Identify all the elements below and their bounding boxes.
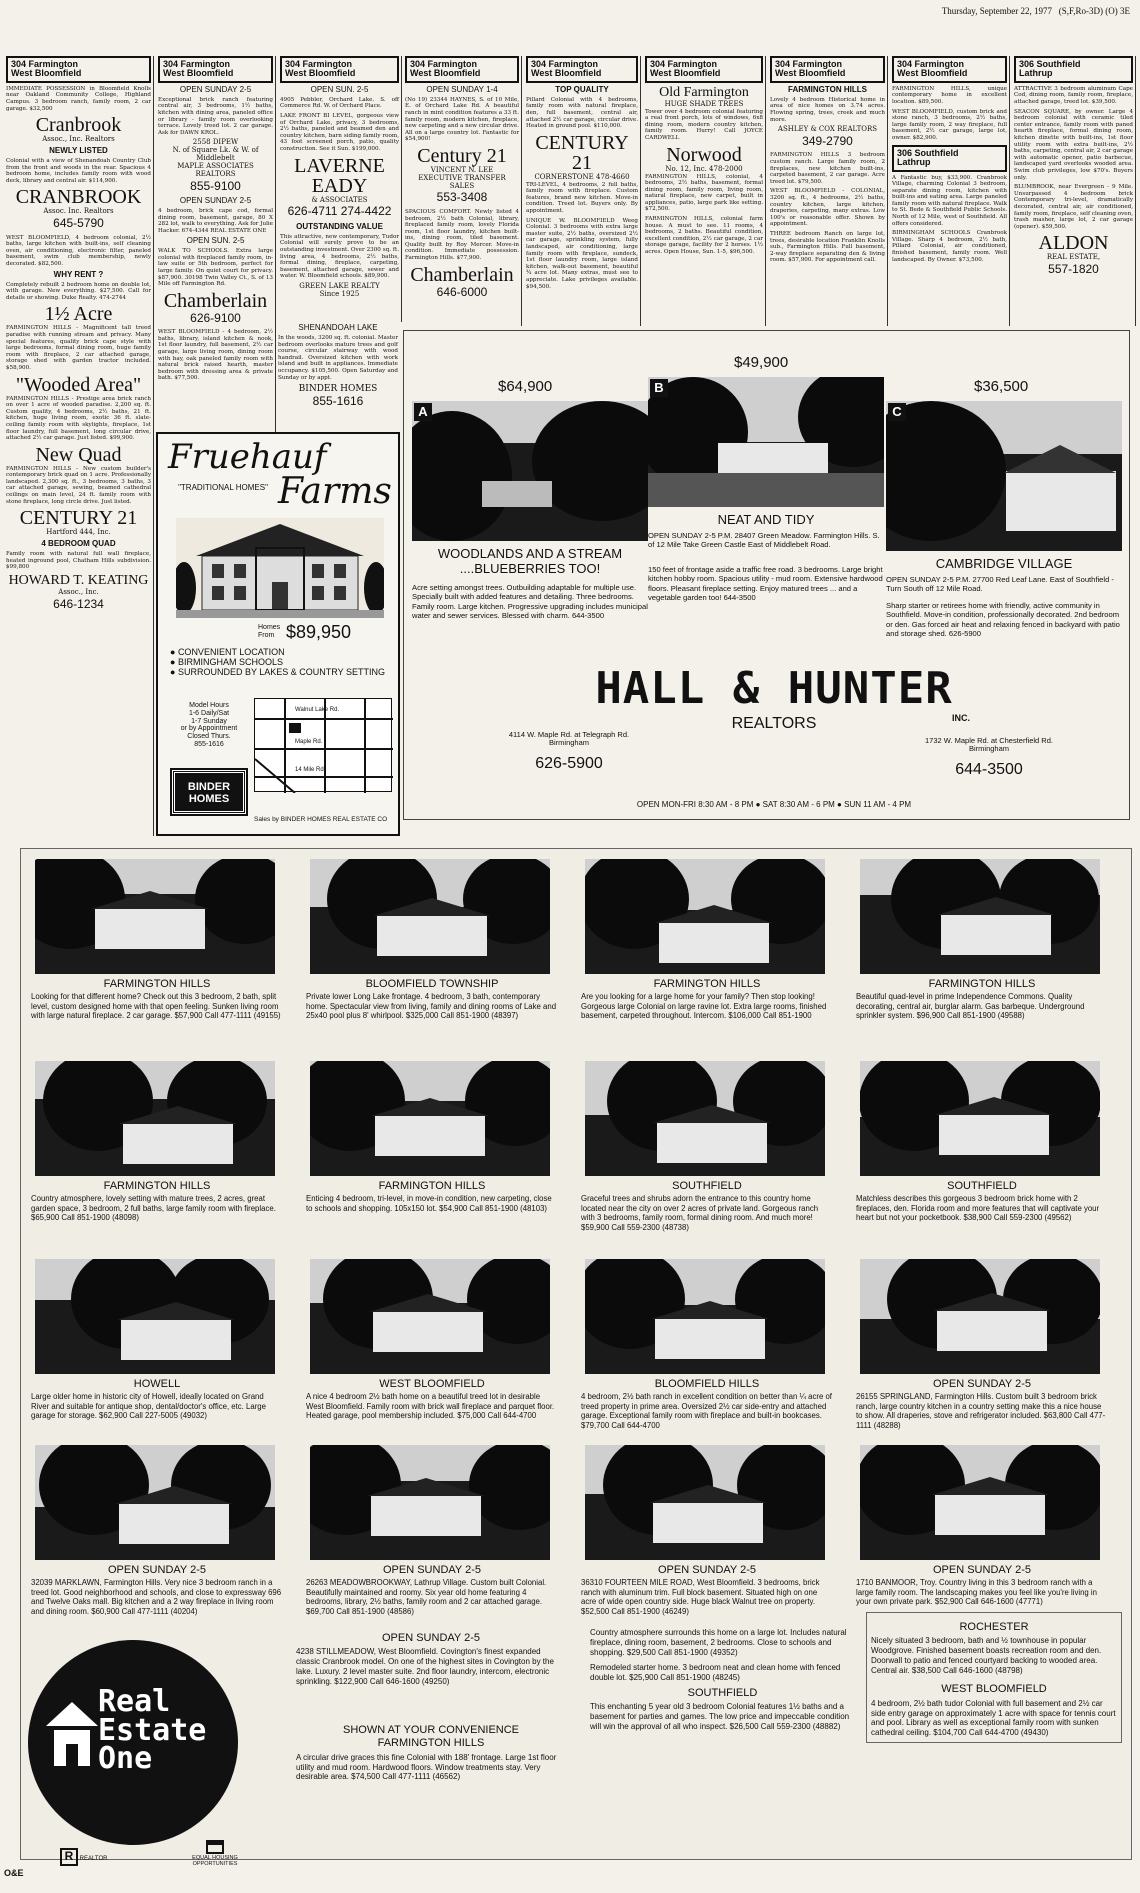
listing-text: Tower over 4 bedroom colonial featuring a real front porch, lots of windows, 6x8 dining room, modern country kitchen, family room. Hurry! Call JOYCE CARDWELL (645, 108, 763, 142)
column-heading: 304 Farmington West Bloomfield (405, 56, 519, 83)
listing-title: WEST BLOOMFIELD (379, 1378, 485, 1390)
listing-photo (35, 859, 275, 974)
listing-photo (35, 1061, 275, 1176)
listing-title-b: NEAT AND TIDY (717, 512, 815, 527)
fruehauf-tagline: "TRADITIONAL HOMES" (178, 483, 268, 492)
listing-photo (310, 859, 550, 974)
broker-name: Cranbrook (35, 114, 122, 137)
open-house-heading: OPEN SUNDAY 2-5 (179, 195, 252, 205)
feature-item: ● BIRMINGHAM SCHOOLS (170, 656, 283, 667)
listing-card (579, 1445, 835, 1616)
classified-column (156, 56, 276, 432)
broker-name: 1½ Acre (44, 303, 113, 326)
broker-subline: Assoc., Inc. Realtors (42, 135, 115, 144)
listing-text: WALK TO SCHOOLS. Extra large colonial with fireplaced family room, in-law suite or 5th bedroom, perfect for large family. On quiet court for privacy. $87,900. 30198 Twin Valley Ct., S. of 13 Mile off Farmington Rd. (158, 248, 273, 288)
listing-desc-a: Acre setting amongst trees. Outbuilding adaptable for multiple use. Specially built with added features and detailing. Three bedrooms. Family room. Large kitchen. Progressive upgrading includes municipal water and sewer services. Blessed with charm. 644-3500 (412, 583, 648, 621)
listing-title: SOUTHFIELD (672, 1180, 742, 1192)
broker-phone: 626-9100 (190, 310, 241, 325)
listing-desc: This enchanting 5 year old 3 bedroom Colonial features 1½ baths and a basement for parties and games. The low price and impeccable condition will win the approval of all who inspect. $26,500 Call 559-2300 (48882) (590, 1702, 850, 1731)
listing-desc: Matchless describes this gorgeous 3 bedroom brick home with 2 fireplaces, den. Florida room and more features that will captivate your heart but not your pocketbook. $38,900 Call 559-2300 (49562) (856, 1194, 1100, 1223)
equal-housing-icon (206, 1840, 224, 1854)
listing-desc: Beautiful quad-level in prime Independence Commons. Quality decorating, central air, burglar alarm. Gas barbeque. Underground sprinkler system. $96,900 Call 851-1900 (49588) (856, 992, 1085, 1021)
feature-item: ● CONVENIENT LOCATION (170, 647, 285, 657)
broker-name: HOWARD T. KEATING (8, 572, 149, 588)
listing-title: FARMINGTON HILLS (103, 978, 211, 990)
broker-name: Old Farmington (659, 84, 749, 100)
hall-hunter-inc: INC. (952, 713, 970, 723)
listing-text: Exceptional brick ranch featuring central air, 3 bedrooms, 1½ baths, kitchen with dining area, paneled office or library - family room overlooking terrace. Lovely treed lot. 2 car garage. Ask for DAWN KROL. (158, 96, 273, 136)
listing-desc: 4 bedroom, 2½ bath ranch in excellent condition on better than ¼ acre of treed property in prime area. Oversized 2½ car side-entry and attached garage. Exceptional family room with fireplace and built-in bookcases. $79,700 Call 644-4700 (581, 1392, 832, 1430)
broker-name: Century 21 (417, 144, 507, 167)
listing-text: This attractive, new contemporary, Tudor Colonial will surely prove to be an outstanding investment. Over 2300 sq. ft. living area, 4 bedrooms, 2½ baths, formal dining, fireplace, carpeting, basement, attached garage, sewer and water. W. Bloomfield schools. $89,900. (280, 233, 399, 280)
listing-title: BLOOMFIELD TOWNSHIP (365, 978, 499, 990)
listing-desc: Are you looking for a large home for your family? Then stop looking! Gorgeous large Colonial on large ravine lot. Extra large rooms, finished basement, carpeted throughout. Intercom. $106,000 Call 851-1900 (581, 992, 827, 1021)
office-address-2: 1732 W. Maple Rd. at Chesterfield Rd. Birmingham (925, 736, 1053, 754)
listing-headline: WHY RENT ? (53, 269, 104, 279)
listing-desc: Enticing 4 bedroom, tri-level, in move-in condition, new carpeting, close to schools and shopping. 105x150 lot. $54,900 Call 851-1900 (48103) (306, 1194, 552, 1213)
listing-desc: Country atmosphere surrounds this home on a large lot. Includes natural fireplace, dining room, basement, 2 bedrooms. Close to schools and shopping. $29,500 Call 851-1900 (49352) (590, 1628, 847, 1657)
office-hours: OPEN MON-FRI 8:30 AM - 8 PM ● SAT 8:30 AM - 6 PM ● SUN 11 AM - 4 PM (636, 800, 912, 809)
open-house-heading: OPEN SUN. 2-5 (310, 84, 369, 94)
realtor-mark (60, 1848, 107, 1866)
listing-text: BIRMINGHAM SCHOOLS Cranbrook Village. Sharp 4 bedroom, 2½ bath, Pillard Colonial, air conditioned, finished basement, family room. Well landscaped. By Owner. $73,500. (892, 230, 1007, 263)
listing-photo (585, 1061, 825, 1176)
listing-headline: FARMINGTON HILLS (788, 84, 867, 94)
listing-desc: 4 bedroom, 2½ bath tudor Colonial with full basement and 2½ car side entry garage on approximately 1 acre with space for tennis court and pool. Library as well as exceptional family room with sunken cathedral ceiling. $104,700 Call 644-4700 (49430) (871, 1698, 1116, 1738)
fruehauf-logo: Fruehauf (168, 437, 327, 477)
listing-photo (35, 1259, 275, 1374)
listing-title-c: CAMBRIDGE VILLAGE (935, 556, 1073, 571)
classified-column (643, 56, 766, 326)
listing-title: WEST BLOOMFIELD (941, 1683, 1047, 1696)
open-house-heading: OPEN SUNDAY 2-5 (179, 84, 252, 94)
reo-word: Real (98, 1684, 171, 1719)
office-phone-2: 644-3500 (955, 761, 1023, 778)
shown-at-convenience (296, 1720, 566, 1782)
listing-desc: 1710 BANMOOR, Troy. Country living in this 3 bedroom ranch with a large family room. The landscaping makes you feel like you're living in your own private park. $52,900 Call 646-1600 (47771) (856, 1578, 1097, 1607)
listing-title: OPEN SUNDAY 2-5 (381, 1632, 480, 1644)
listing-desc-b: 150 feet of frontage aside a traffic free road. 3 bedrooms. Large bright kitchen hobby room. Spacious utility - mud room. Extensive hardwood floors. Pleasant fireplace setting. Enjoy matured trees ... and a vegetable garden too! 644-3500 (648, 565, 883, 603)
listing-desc: 36310 FOURTEEN MILE ROAD, West Bloomfield. 3 bedrooms, brick ranch with aluminum trim. Full block basement. Situated high on one acre of wide open country side. Huge black Walnut tree on property. $52,500 Call 851-1900 (46249) (581, 1578, 820, 1616)
fruehauf-farms-ad (156, 432, 400, 836)
listing-desc: Looking for that different home? Check out this 3 bedroom, 2 bath, split level, custom designed home with that open feeling. Sunken living room with large natural fireplace. 2 car garage. $57,900 Call 477-1111 (49155) (31, 992, 281, 1021)
listing-photo (310, 1259, 550, 1374)
listing-title: FARMINGTON HILLS (653, 978, 761, 990)
listing-letter-b: B (650, 379, 668, 397)
broker-name: Norwood (666, 143, 742, 166)
listing-text: Family room with natural full wall fireplace, heated inground pool, Chatham Hills subdivision. $99,800 (6, 551, 151, 571)
listing-desc: Large older home in historic city of Howell, ideally located on Grand River and suitable for antique shop, dental/doctor's office, etc. Large garage for storage. $62,900 Call 227-5005 (49032) (31, 1392, 266, 1421)
listing-text: FARMINGTON HILLS - New custom builder's contemporary brick quad on 1 acre. Professionally landscaped. 2,300 sq. ft., 3 bedrooms, 3 baths, 3 car attached garage, sewing, beamed cathedral ceilings on main level, 24 ft. family room with stone fireplace, long circle drive. Just listed. (6, 465, 151, 505)
listing-photo (860, 859, 1100, 974)
listing-text: A Fantastic buy, $33,900. Cranbrook Village, charming Colonial 3 bedroom, separate dining room, kitchen with built-ins and eating area. Large paneled family room with natural fireplace. Walk to St. Bede & Southfield Public Schools. North of 12 Mile, west of Southfield. All offers considered. (892, 174, 1007, 227)
listing-title: SHOWN AT YOUR CONVENIENCE FARMINGTON HILLS (342, 1724, 520, 1750)
column-heading: 304 Farmington West Bloomfield (280, 56, 399, 83)
listing-card (304, 859, 560, 1021)
listing-text: FARMINGTON HILLS - Magnificent tall treed paradise with running stream and privacy. Many special features, quality brick cape style with large bedrooms, formal dining room, huge family room with fireplace, 2 car attached garage, storage shed with garden tractor included. $58,900. (6, 325, 151, 371)
price: $89,950 (286, 622, 352, 642)
listing-photo (35, 1445, 275, 1560)
listing-text: 4905 Pebbler, Orchard Lake. S. off Commerce Rd. W. of Orchard Place. (280, 96, 399, 110)
broker-name: LAVERNE EADY (294, 154, 385, 197)
column-heading: 304 Farmington West Bloomfield (645, 56, 763, 83)
broker-subline: ASHLEY & COX REALTORS (777, 125, 878, 134)
broker-name: CRANBROOK (15, 186, 142, 209)
listing-text: Colonial with a view of Shenandoah Country Club from the front and woods in the rear. Spacious 4 bedroom home, includes family room with wood deck, library and central air. $114,900. (6, 158, 151, 184)
listing-title: OPEN SUNDAY 2-5 (932, 1564, 1031, 1576)
listing-title: SOUTHFIELD (687, 1686, 758, 1699)
column-heading: 304 Farmington West Bloomfield (158, 56, 273, 83)
listing-letter-c: C (888, 403, 906, 421)
sales-by: Sales by BINDER HOMES REAL ESTATE CO (254, 816, 388, 823)
date-text: Thursday, September 22, 1977 (941, 6, 1052, 16)
feature-list (170, 648, 390, 678)
listing-card (579, 1061, 835, 1232)
footer-mark: O&E (4, 1868, 24, 1878)
broker-name: CENTURY 21 (535, 131, 629, 174)
listing-desc: 4238 STILLMEADOW, West Bloomfield. Covington's finest expanded classic Cranbrook model. On one of the highest sites in Covington by the lake. Luxury. 2 level master suite. 2nd floor laundry, intercom, electronic sprinkling. $122,900 Call 646-1600 (49250) (296, 1647, 554, 1686)
listing-photo (310, 1445, 550, 1560)
equal-housing-text: EQUAL HOUSING OPPORTUNITIES (192, 1855, 238, 1868)
listing-desc: Remodeled starter home. 3 bedroom neat and clean home with fenced double lot. $25,900 Call 851-1900 (48245) (590, 1663, 841, 1682)
listing-card (29, 1061, 285, 1223)
listing-subline-c: OPEN SUNDAY 2-5 P.M. 27700 Red Leaf Lane. East of Southfield - Turn South off 12 Mile Road. (886, 575, 1114, 594)
listing-title: SOUTHFIELD (947, 1180, 1017, 1192)
shenandoah-title: SHENANDOAH LAKE (298, 323, 378, 332)
issue-date (942, 6, 1130, 16)
listing-text: FARMINGTON HILLS, unique contemporary home in excellent location. $89,500. (892, 85, 1007, 106)
shenandoah-lake-ad (278, 322, 398, 413)
classified-column (4, 56, 154, 836)
classified-column (1012, 56, 1136, 326)
listing-price-b: $49,900 (734, 354, 789, 371)
classified-column (768, 56, 888, 326)
column-heading: 306 Southfield Lathrup (892, 145, 1007, 172)
listing-title: FARMINGTON HILLS (103, 1180, 211, 1192)
listing-headline: NEWLY LISTED (49, 146, 108, 156)
road-label: Walnut Lake Rd. (295, 707, 340, 713)
listing-photo-a (412, 401, 648, 541)
column-heading: 306 Southfield Lathrup (1014, 56, 1133, 83)
farms-logo: Farms (278, 471, 392, 512)
broker-subline: & ASSOCIATES (311, 195, 368, 204)
listing-text: FARMINGTON HILLS, colonial farm house. A must to see. 11 rooms, 4 bedrooms, 2 baths. Beautiful condition, excellent condition, 2½ car garage, 2 car storage garage, facility for 2 horses. 1½ acres. Open House, Sun. 1-5, $96,500. (645, 216, 763, 256)
broker-subline: Hartford 444, Inc. (46, 528, 111, 537)
broker-subline: REAL ESTATE, (1046, 253, 1101, 262)
colonial-house-illustration (176, 518, 384, 618)
listing-photo (585, 1445, 825, 1560)
price-label: Homes From (258, 624, 281, 639)
listing-photo-c (886, 401, 1122, 551)
listing-photo (860, 1445, 1100, 1560)
broker-phone: 349-2790 (802, 134, 853, 149)
road-label: 14 Mile Rd. (295, 767, 326, 773)
broker-subline: CORNERSTONE 478-4660 (534, 172, 630, 181)
listing-text: SPACIOUS COMFORT. Newly listed 4 bedroom, 2½ bath Colonial, library, fireplaced family room, lovely Florida room, 1st floor laundry, kitchen built-ins, dining room, tiled basement. Quality built by Roy Mercer. Move-in condition. Immediate possession. Farmington Hills. $77,900. (405, 208, 519, 262)
broker-subline: Assoc. Inc. Realtors (43, 207, 114, 216)
edition-code: (S,F,Ro-3D) (O) 3E (1058, 6, 1130, 16)
broker-name: ALDON (1038, 232, 1109, 255)
broker-name: New Quad (35, 443, 122, 466)
listing-text: (No 19) 23344 HAYNES, S. of 10 Mile, E. of Orchard Lake Rd. A beautiful ranch in mint condition features a 33 ft. family room, modern kitchen, fireplace, new carpeting and a new circular drive. All on a large country lot. Fantastic for $54,900! (405, 96, 519, 143)
listing-card (29, 1259, 285, 1421)
model-hours: Model Hours 1-6 Daily/Sat 1-7 Sunday or by Appointment Closed Thurs. 855-1616 (180, 702, 238, 749)
listing-text: UNIQUE W. BLOOMFIELD Weeg Colonial. 3 bedrooms with extra large master suite, 2½ baths, oversized 2½ car garage, sprinkling system, fully landscaped, air conditioning, large family room with fireplace, sundeck, 1st floor laundry room, large island kitchen, walk-out basement, beautiful ¾ acre lot. Many extras, must see to appreciate. Lake privileges available. $94,500. (526, 217, 638, 290)
listing-text: FARMINGTON HILLS - Prestige area brick ranch on over 1 acre of wooded paradise. 2,200 sq. ft. Custom quality, 4 bedrooms, 2½ baths, 21 ft. kitchen, huge living room, exotic 36 ft. slate-ceiling family room with skylights, fireplace, 1st floor laundry, full basement, long circular drive, attached 2½ car garage. Just listed. $99,900. (6, 395, 151, 442)
listing-title: OPEN SUNDAY 2-5 (657, 1564, 756, 1576)
listing-photo (860, 1259, 1100, 1374)
broker-name: Chamberlain (410, 263, 514, 286)
listing-title: FARMINGTON HILLS (378, 1180, 486, 1192)
listing-desc: 26263 MEADOWBROOKWAY, Lathrup Village. Custom built Colonial. Beautifully maintained and roomy. Six year old home featuring 4 bedrooms, library, 2½ baths, family room and 2 car attached garage. $69,700 Call 851-1900 (48586) (306, 1578, 547, 1616)
broker-phone: 646-6000 (436, 284, 488, 299)
listing-text: IMMEDIATE POSSESSION in Bloomfield Knolls near Oakland Community College, Highland Campus. 3 bedroom ranch, family room, 2 car garage. $32,500 (6, 85, 151, 112)
listing-card (29, 859, 285, 1021)
listing-desc: A nice 4 bedroom 2½ bath home on a beautiful treed lot in desirable West Bloomfield. Family room with brick wall fireplace and parquet floor. Heated garage, pool membership included. $75,000 Call 644-4700 (306, 1392, 555, 1421)
broker-subline: No. 12, Inc. 478-2000 (665, 164, 743, 173)
listing-desc: Graceful trees and shrubs adorn the entrance to this country home located near the city on over 2 acres of private land. Gorgeous ranch with 3 bedrooms, family room, formal dining room. And much more! $59,900 Call 559-2300 (48738) (581, 1194, 819, 1232)
broker-phone: 557-1820 (1048, 262, 1099, 277)
broker-name: Chamberlain (163, 289, 268, 312)
listing-title: FARMINGTON HILLS (928, 978, 1036, 990)
broker-subline: 2558 DIPEW N. of Square Lk. & W. of Middlebelt MAPLE ASSOCIATES REALTORS (172, 138, 259, 178)
shenandoah-text: In the woods, 3200 sq. ft. colonial. Master bedroom overlooks mature trees and golf course, circular stairway with wood handrail. Oversized kitchen with work island and built in appliances. Immediate occupancy. $105,500. Open Saturday and Sunday or by appt. (278, 334, 398, 381)
classified-column (403, 56, 522, 326)
realtor-text: REALTOR (79, 1856, 108, 1862)
listing-desc: 32039 MARKLAWN, Farmington Hills. Very nice 3 bedroom ranch in a treed lot. Good neighborhood and schools, and close to expressway 696 and Twelve Oaks mall. Big kitchen and a 2 way fireplace in living room and dining room. $60,900 Call 477-1111 (40204) (31, 1578, 282, 1616)
listing-text: WEST BLOOMFIELD - 4 bedroom, 2½ baths, library, island kitchen & nook, 1st floor laundry, full basement, 2½ car garage, large living room, dining room with bay, oak paneled family room with natural brick raised hearth, master bedroom with dressing area & private bath. $77,500. (158, 329, 273, 382)
column-heading: 304 Farmington West Bloomfield (526, 56, 638, 83)
listing-price-a: $64,900 (498, 378, 553, 395)
listing-text: LAKE FRONT BI LEVEL, gorgeous view of Orchard Lake, privacy, 3 bedrooms, 2½ baths, paneled and beamed den and country kitchen, barn siding family room, 43 foot screened porch, patio, quality construction. See it Sun. $199,000. (280, 113, 399, 152)
binder-homes-badge: BINDER HOMES (172, 770, 246, 814)
location-map (254, 698, 392, 792)
listing-desc: Country atmosphere, lovely setting with mature trees, 2 acres, great garden space, 3 bedroom, 2 full baths, large family room with fireplace. $65,900 Call 851-1900 (48098) (31, 1194, 276, 1223)
listing-card (304, 1061, 560, 1213)
listing-title-a: WOODLANDS AND A STREAM ....BLUEBERRIES TOO! (437, 546, 623, 576)
listing-title: OPEN SUNDAY 2-5 (107, 1564, 206, 1576)
office-address-1: 4114 W. Maple Rd. at Telegraph Rd. Birmingham (508, 730, 630, 748)
broker-subline: GREEN LAKE REALTY Since 1925 (299, 281, 380, 298)
listing-card (29, 1445, 285, 1616)
realtor-r-icon: R (60, 1848, 78, 1866)
listing-card (854, 859, 1110, 1021)
column-heading: 304 Farmington West Bloomfield (770, 56, 885, 83)
broker-phone: 646-1234 (53, 596, 104, 611)
listing-text: WEST BLOOMFIELD, 4 bedroom colonial, 2½ baths, large kitchen with built-ins, self cleaning oven, air conditioning, electronic filter, paneled basement, swim club membership, newly decorated. $82,500. (6, 234, 151, 268)
broker-phone: 645-5790 (53, 216, 104, 231)
listing-text: FARMINGTON HILLS, colonial, 4 bedrooms, 2½ baths, basement, formal dining room, family room, living room, natural fireplace, new carpet, built in appliances, patio, large park like setting. $72,500. (645, 173, 763, 213)
listing-card (304, 1259, 560, 1421)
listing-text: ATTRACTIVE 3 bedroom aluminum Cape Cod, dining room, family room, fireplace, attached garage, treed lot. $39,500. (1014, 85, 1133, 106)
listing-card (579, 859, 835, 1021)
reo-wordmark (98, 1684, 207, 1776)
shenandoah-agent: BINDER HOMES (298, 384, 378, 395)
listing-text: BLUMBROOK, near Evergreen - 9 Mile. Unsurpassed 4 bedroom brick Contemporary tri-level, dramatically decorated, central air, air conditioned, family room, fireplace, self cleaning oven, trash masher, large lot, 2 car garage (opener). $59,500. (1014, 184, 1133, 230)
listing-headline: TOP QUALITY (555, 84, 609, 94)
listing-title: OPEN SUNDAY 2-5 (382, 1564, 481, 1576)
listing-text: THREE bedroom Ranch on large lot, trees, desirable location Franklin Knolls sub., Farmington Hills. Full basement, 2-way fireplace separating den & living room. $57,900. For appointment call. (770, 231, 885, 264)
listing-text: WEST BLOOMFIELD, custom brick and stone ranch, 3 bedrooms, 2½ baths, large family room, 2 way fireplace, full basement, 2½ car garage, large lot, owner. $82,900. (892, 108, 1007, 142)
listing-photo-b (648, 377, 884, 507)
broker-phone: 626-4711 274-4422 (287, 204, 392, 219)
real-estate-one-logo (28, 1640, 238, 1845)
listing-title: BLOOMFIELD HILLS (654, 1378, 760, 1390)
shenandoah-phone: 855-1616 (312, 394, 364, 409)
listing-desc: Private lower Long Lake frontage. 4 bedroom, 3 bath, contemporary home. Spectacular view from living, family and dining rooms of Lake and 25x40 pool plus 8' whirlpool. $325,000 Call 851-1900 (48397) (306, 992, 557, 1021)
listing-title: HOWELL (133, 1378, 181, 1390)
hall-hunter-ad (403, 330, 1130, 820)
listing-letter-a: A (414, 403, 432, 421)
column-heading: 304 Farmington West Bloomfield (892, 56, 1007, 83)
classified-column (278, 56, 402, 322)
listing-text: WEST BLOOMFIELD - COLONIAL, 3200 sq. ft., 4 bedrooms, 2½ baths, country kitchen, large kitchen, draperies, carpeting, many extras. Low 100's or reasonable offer. Shown by appointment. (770, 188, 885, 228)
open-house-heading: OPEN SUN. 2-5 (186, 236, 245, 246)
hall-hunter-realtors: REALTORS (731, 715, 817, 732)
listing-card (579, 1259, 835, 1430)
listing-photo (585, 1259, 825, 1374)
hall-hunter-logo: HALL & HUNTER (595, 663, 953, 714)
listing-card (854, 1445, 1110, 1607)
listing-text: FARMINGTON HILLS 3 bedroom custom ranch. Large family room, 2 fireplaces, new kitchen built-ins, carpeted basement, 2 car garage. Acre treed lot. $79,500. (770, 152, 885, 185)
listing-photo (585, 859, 825, 974)
broker-phone: 553-3408 (436, 190, 488, 205)
listing-title: OPEN SUNDAY 2-5 (932, 1378, 1031, 1390)
rochester-westbloom-box (866, 1612, 1122, 1743)
listing-card (304, 1445, 560, 1616)
equal-housing-mark (180, 1840, 250, 1867)
broker-phone: 855-9100 (190, 178, 241, 193)
listing-card (854, 1259, 1110, 1430)
broker-subline: VINCENT N. LEE EXECUTIVE TRANSFER SALES (418, 165, 506, 190)
reo-word: Estate (98, 1712, 207, 1748)
listing-text: Lovely 4 bedroom Historical home in area of nice homes on 3.74 acres. Flowing spring, trees, creek and much more. (770, 96, 885, 123)
classified-column (890, 56, 1010, 326)
listing-desc: A circular drive graces this fine Colonial with 188' frontage. Large 1st floor utility and mud room. Hardwood floors. Window treatments stay. Very desirable area. $74,500 Call 477-1111 (46562) (296, 1752, 557, 1782)
listing-text: Pillard Colonial with 4 bedrooms, family room with natural fireplace, den, full basement, central air, attached 2½ car garage, circular drive. Heated in ground pool. $110,000. (526, 96, 638, 130)
listing-text: SEACON SQUARE, by owner. Large 4 bedroom colonial with ceramic tiled center entrance, family room with paned hearth fireplace, formal dining room, kitchen dinette with built-ins, 1st floor utility room with extra built-ins, 2½ baths, carpeting, central air, 2 car garage with automatic opener, patio barbecue, landscaped yard overlooks wooded area. Swim club privileges, low $70's. Buyers only. (1014, 108, 1133, 181)
listing-desc-c: Sharp starter or retirees home with friendly, active community in Southfield. Move-in condition, professionally decorated. 2nd bedroom or den. Gas forced air heat and relaxing fenced in backyard with patio and storage shed. 626-5900 (886, 601, 1120, 639)
listing-subline-b: OPEN SUNDAY 2-5 P.M. 28407 Green Meadow. Farmington Hills. S. of 12 Mile Take Green Castle East of Middlebelt Road. (648, 531, 880, 550)
listing-price-c: $36,500 (974, 378, 1029, 395)
listing-desc: 26155 SPRINGLAND, Farmington Hills. Custom built 3 bedroom brick ranch, large country kitchen in a country setting make this a nice house to show. All draperies, stove and refrigerator included. $63,800 Call 477-1111 (48288) (856, 1392, 1106, 1430)
listing-desc: Nicely situated 3 bedroom, bath and ½ townhouse in popular Woodgrove. Finished basement boasts recreation room and den. Doorwall to patio and fenced courtyard backing to wooded area. Central air. $38,500 Call 646-1600 (48798) (871, 1636, 1102, 1675)
broker-name: "Wooded Area" (15, 373, 142, 396)
house-icon (44, 1700, 100, 1770)
column-heading: 304 Farmington West Bloomfield (6, 56, 151, 83)
listing-card (854, 1061, 1110, 1223)
broker-name: CENTURY 21 (19, 507, 138, 530)
road-label: Maple Rd. (295, 739, 323, 745)
classified-column (524, 56, 641, 326)
listing-text: TRI-LEVEL, 4 bedrooms, 2 full baths, family room with fireplace. Custom features, brand new kitchen. Move-in condition. Treed lot. Buyers only. By appointment. (526, 181, 638, 214)
listing-photo (310, 1061, 550, 1176)
listing-headline: OUTSTANDING VALUE (296, 221, 383, 231)
feature-item: ● SURROUNDED BY LAKES & COUNTRY SETTING (170, 666, 385, 677)
office-phone-1: 626-5900 (535, 755, 603, 772)
listing-headline: 4 BEDROOM QUAD (41, 539, 116, 549)
listing-text: 4 bedroom, brick cape cod, formal dining room, basement, garage, 80 X 282 lot, walk to everything. Ask for Julie Hacker. 674-4344 REAL ESTATE ONE (158, 207, 273, 234)
open-sunday-stillmeadow (296, 1628, 566, 1686)
broker-subline: Assoc., Inc. (58, 587, 99, 596)
broker-subline: HUGE SHADE TREES (664, 99, 744, 108)
listing-photo (860, 1061, 1100, 1176)
country-atmosphere-listing (590, 1628, 855, 1731)
open-house-heading: OPEN SUNDAY 1-4 (426, 84, 498, 94)
reo-word: One (98, 1741, 153, 1776)
listing-text: Completely rebuilt 2 bedroom home on double lot, with garage. New everything. $27,500. Call for details or showing. Duke Realty. 474-2744 (6, 281, 151, 301)
listing-title: ROCHESTER (959, 1621, 1029, 1633)
